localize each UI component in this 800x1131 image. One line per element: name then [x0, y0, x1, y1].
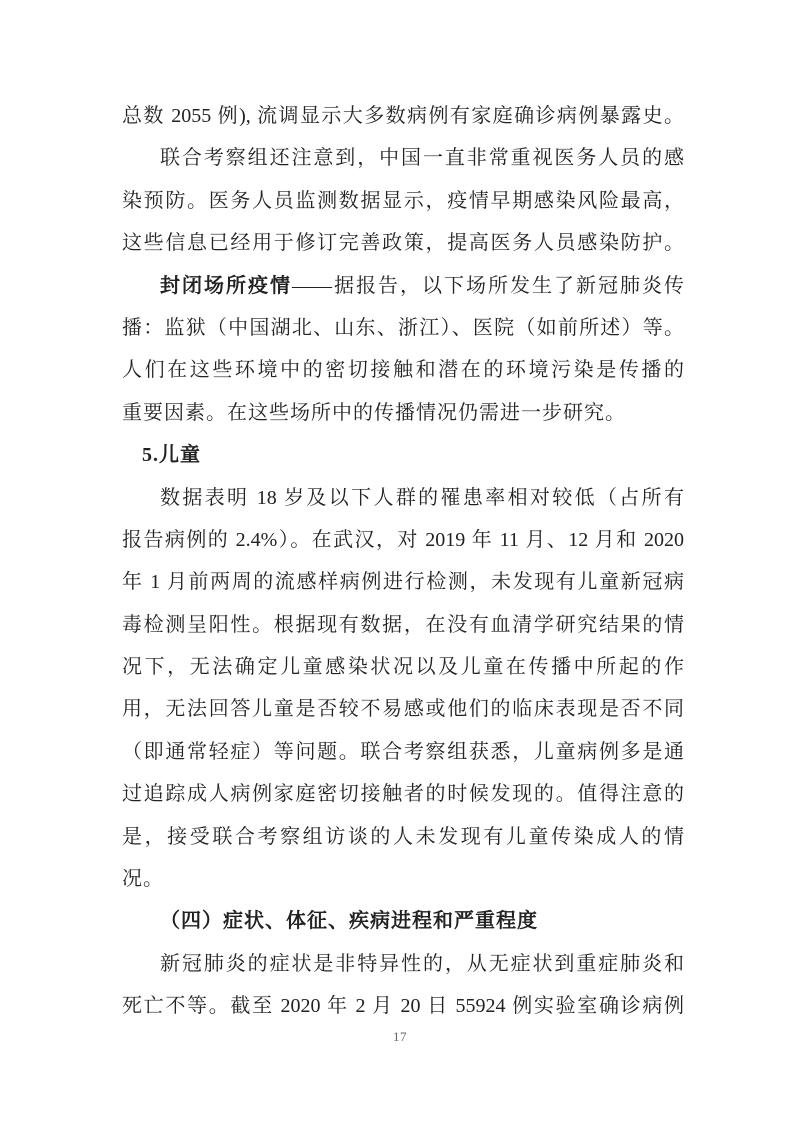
page-number: 17 [393, 1029, 407, 1044]
text-line: 年 1 月前两周的流感样病例进行检测，未发现有儿童新冠病 [122, 571, 684, 594]
text-line: 况下，无法确定儿童感染状况以及儿童在传播中所起的作 [122, 656, 684, 679]
text-block [122, 95, 684, 1028]
text-line: 过追踪成人病例家庭密切接触者的时候发现的。值得注意的 [122, 783, 684, 806]
text-line: 总数 2055 例), 流调显示大多数病例有家庭确诊病例暴露史。 [122, 105, 684, 127]
text-line: 用，无法回答儿童是否较不易感或他们的临床表现是否不同 [122, 698, 684, 721]
bold-lead-in: 封闭场所疫情 [160, 274, 292, 297]
text-line: 毒检测呈阳性。根据现有数据，在没有血清学研究结果的情 [122, 613, 684, 636]
text-line: 染预防。医务人员监测数据显示，疫情早期感染风险最高， [122, 189, 684, 212]
section-heading: 5.儿童 [142, 444, 201, 467]
text-line: 数据表明 18 岁及以下人群的罹患率相对较低（占所有 [160, 486, 684, 509]
text-line: 报告病例的 2.4%）。在武汉，对 2019 年 11 月、12 月和 2020 [122, 528, 684, 551]
text-line: 况。 [122, 868, 164, 891]
text-line: 这些信息已经用于修订完善政策，提高医务人员感染防护。 [122, 232, 684, 255]
text-line: 封闭场所疫情——据报告，以下场所发生了新冠肺炎传 [160, 274, 684, 297]
text-line: 死亡不等。截至 2020 年 2 月 20 日 55924 例实验室确诊病例 [122, 995, 684, 1018]
text-line: 播：监狱（中国湖北、山东、浙江）、医院（如前所述）等。 [122, 316, 684, 339]
text-line: 重要因素。在这些场所中的传播情况仍需进一步研究。 [122, 401, 626, 424]
text-line: 新冠肺炎的症状是非特异性的，从无症状到重症肺炎和 [160, 952, 684, 975]
section-heading: （四）症状、体征、疾病进程和严重程度 [160, 910, 538, 933]
text-line: 联合考察组还注意到，中国一直非常重视医务人员的感 [160, 147, 684, 170]
text-line: 是，接受联合考察组访谈的人未发现有儿童传染成人的情 [122, 825, 684, 848]
text-line: 人们在这些环境中的密切接触和潜在的环境污染是传播的 [122, 359, 684, 382]
text-line: （即通常轻症）等问题。联合考察组获悉，儿童病例多是通 [122, 740, 684, 763]
